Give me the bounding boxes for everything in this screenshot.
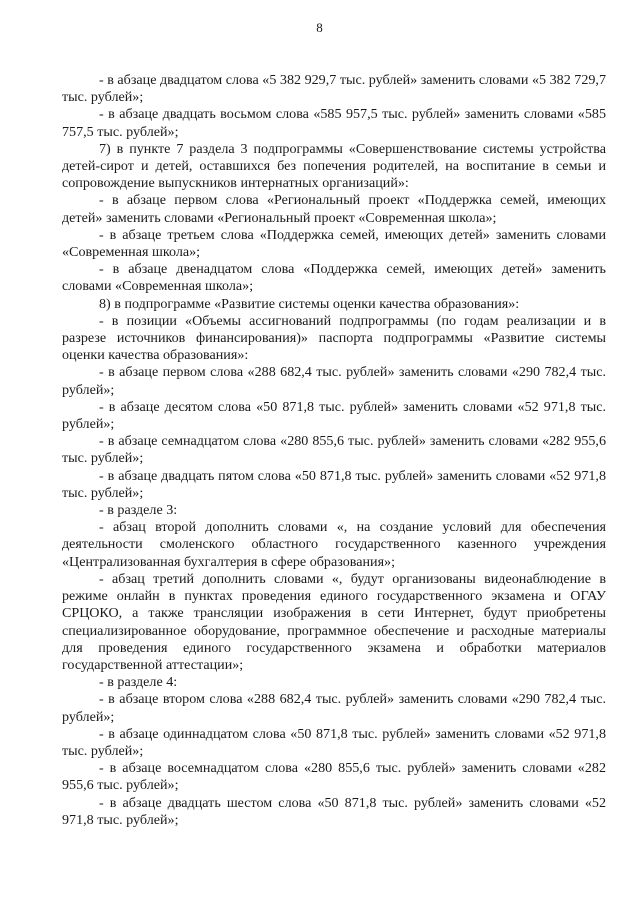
paragraph: - в абзаце втором слова «288 682,4 тыс. рублей» заменить словами «290 782,4 тыс. рублей»; — [62, 691, 606, 725]
paragraph: - в абзаце первом слова «288 682,4 тыс. рублей» заменить словами «290 782,4 тыс. рублей»; — [62, 364, 606, 398]
paragraph: - в абзаце двадцатом слова «5 382 929,7 тыс. рублей» заменить словами «5 382 729,7 тыс. рублей»; — [62, 72, 606, 106]
page-number: 8 — [316, 20, 323, 35]
paragraph: - абзац третий дополнить словами «, будут организованы видеонаблюдение в режиме онлайн в пунктах проведения единого государственного экзамена и ОГАУ СРЦОКО, а также трансляции изображения в сети Интернет, будут приобретены специализированное оборудование, программное обеспечение и расходные материалы для проведения единого государственного экзамена и обработки материалов государственной аттестации»; — [62, 570, 606, 673]
paragraph: - в абзаце третьем слова «Поддержка семей, имеющих детей» заменить словами «Современная школа»; — [62, 226, 606, 261]
paragraph: - в абзаце одиннадцатом слова «50 871,8 тыс. рублей» заменить словами «52 971,8 тыс. рублей»; — [62, 725, 606, 759]
paragraph: - в абзаце двадцать шестом слова «50 871,8 тыс. рублей» заменить словами «52 971,8 тыс. рублей»; — [62, 794, 606, 828]
paragraph: - в абзаце первом слова «Региональный проект «Поддержка семей, имеющих детей» заменить словами «Региональный проект «Современная школа»; — [62, 192, 606, 226]
paragraph: - в абзаце двенадцатом слова «Поддержка семей, имеющих детей» заменить словами «Современная школа»; — [62, 261, 606, 295]
paragraph: - в позиции «Объемы ассигнований подпрограммы (по годам реализации и в разрезе источников финансирования)» паспорта подпрограммы «Развитие системы оценки качества образования»: — [62, 312, 606, 364]
paragraph: - в абзаце восемнадцатом слова «280 855,6 тыс. рублей» заменить словами «282 955,6 тыс. рублей»; — [62, 760, 606, 794]
paragraph: 8) в подпрограмме «Развитие системы оценки качества образования»: — [99, 295, 520, 312]
document-body — [62, 72, 606, 829]
paragraph: - в абзаце двадцать пятом слова «50 871,8 тыс. рублей» заменить словами «52 971,8 тыс. рублей»; — [62, 467, 606, 501]
paragraph: - абзац второй дополнить словами «, на создание условий для обеспечения деятельности смоленского областного государственного казенного учреждения «Централизованная бухгалтерия в сфере образования»; — [62, 519, 606, 570]
paragraph: - в абзаце семнадцатом слова «280 855,6 тыс. рублей» заменить словами «282 955,6 тыс. рублей»; — [62, 433, 606, 467]
paragraph: - в абзаце десятом слова «50 871,8 тыс. рублей» заменить словами «52 971,8 тыс. рублей»; — [62, 398, 606, 433]
paragraph: - в разделе 3: — [99, 502, 178, 519]
paragraph: - в разделе 4: — [99, 674, 178, 691]
paragraph: 7) в пункте 7 раздела 3 подпрограммы «Совершенствование системы устройства детей-сирот и детей, оставшихся без попечения родителей, на воспитание в семьи и сопровождение выпускников интернатных организаций»: — [62, 140, 606, 192]
paragraph: - в абзаце двадцать восьмом слова «585 957,5 тыс. рублей» заменить словами «585 757,5 тыс. рублей»; — [62, 106, 606, 140]
